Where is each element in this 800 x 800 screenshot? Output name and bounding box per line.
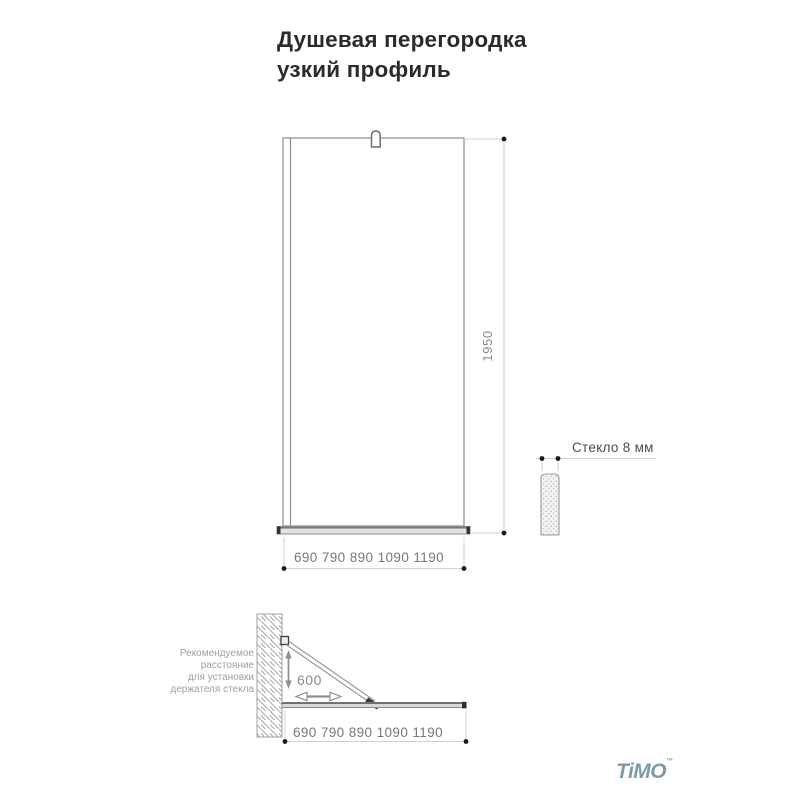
logo-letter-t: T [616, 760, 628, 783]
holder-annotation-line1: Рекомендуемое [179, 648, 254, 659]
dim-dot [502, 137, 507, 142]
holder-distance-label: 600 [297, 672, 322, 688]
thickness-dimension [536, 459, 656, 472]
bottom-profile-right-cap [467, 527, 471, 535]
holder-annotation [156, 648, 254, 696]
page-title-line2: узкий профиль [277, 57, 451, 82]
dim-dot [502, 531, 507, 536]
glass-section-view [536, 456, 656, 535]
glass-panel [283, 138, 464, 526]
timo-logo [616, 760, 673, 784]
glass-end-cap [462, 702, 467, 709]
dim-dot [556, 456, 561, 461]
top-clip [372, 131, 381, 147]
height-dimension-label: 1950 [480, 330, 495, 362]
logo-letter-i: i [627, 760, 634, 783]
front-width-dimension-label: 690 790 890 1090 1190 [293, 550, 445, 565]
logo-trademark: ™ [666, 758, 673, 765]
holder-annotation-line3: для установки [187, 672, 254, 683]
logo-letters-mo: MO [633, 760, 667, 783]
dim-dot [462, 566, 467, 571]
bottom-profile-left-cap [277, 527, 281, 535]
page-title-line1: Душевая перегородка [277, 27, 527, 52]
support-wall-mount [281, 637, 289, 645]
dim-dot [282, 566, 287, 571]
wall [257, 614, 282, 737]
top-width-dimension-label: 690 790 890 1090 1190 [292, 725, 444, 740]
horizontal-arrow [296, 692, 341, 700]
holder-annotation-line2: расстояние [200, 660, 254, 671]
vertical-arrow [285, 650, 291, 689]
glass-thickness-label: Стекло 8 мм [572, 440, 654, 455]
glass-cross-section [541, 474, 559, 535]
front-view [277, 131, 506, 571]
dim-dot [540, 456, 545, 461]
holder-annotation-line4: держателя стекла [170, 684, 254, 695]
